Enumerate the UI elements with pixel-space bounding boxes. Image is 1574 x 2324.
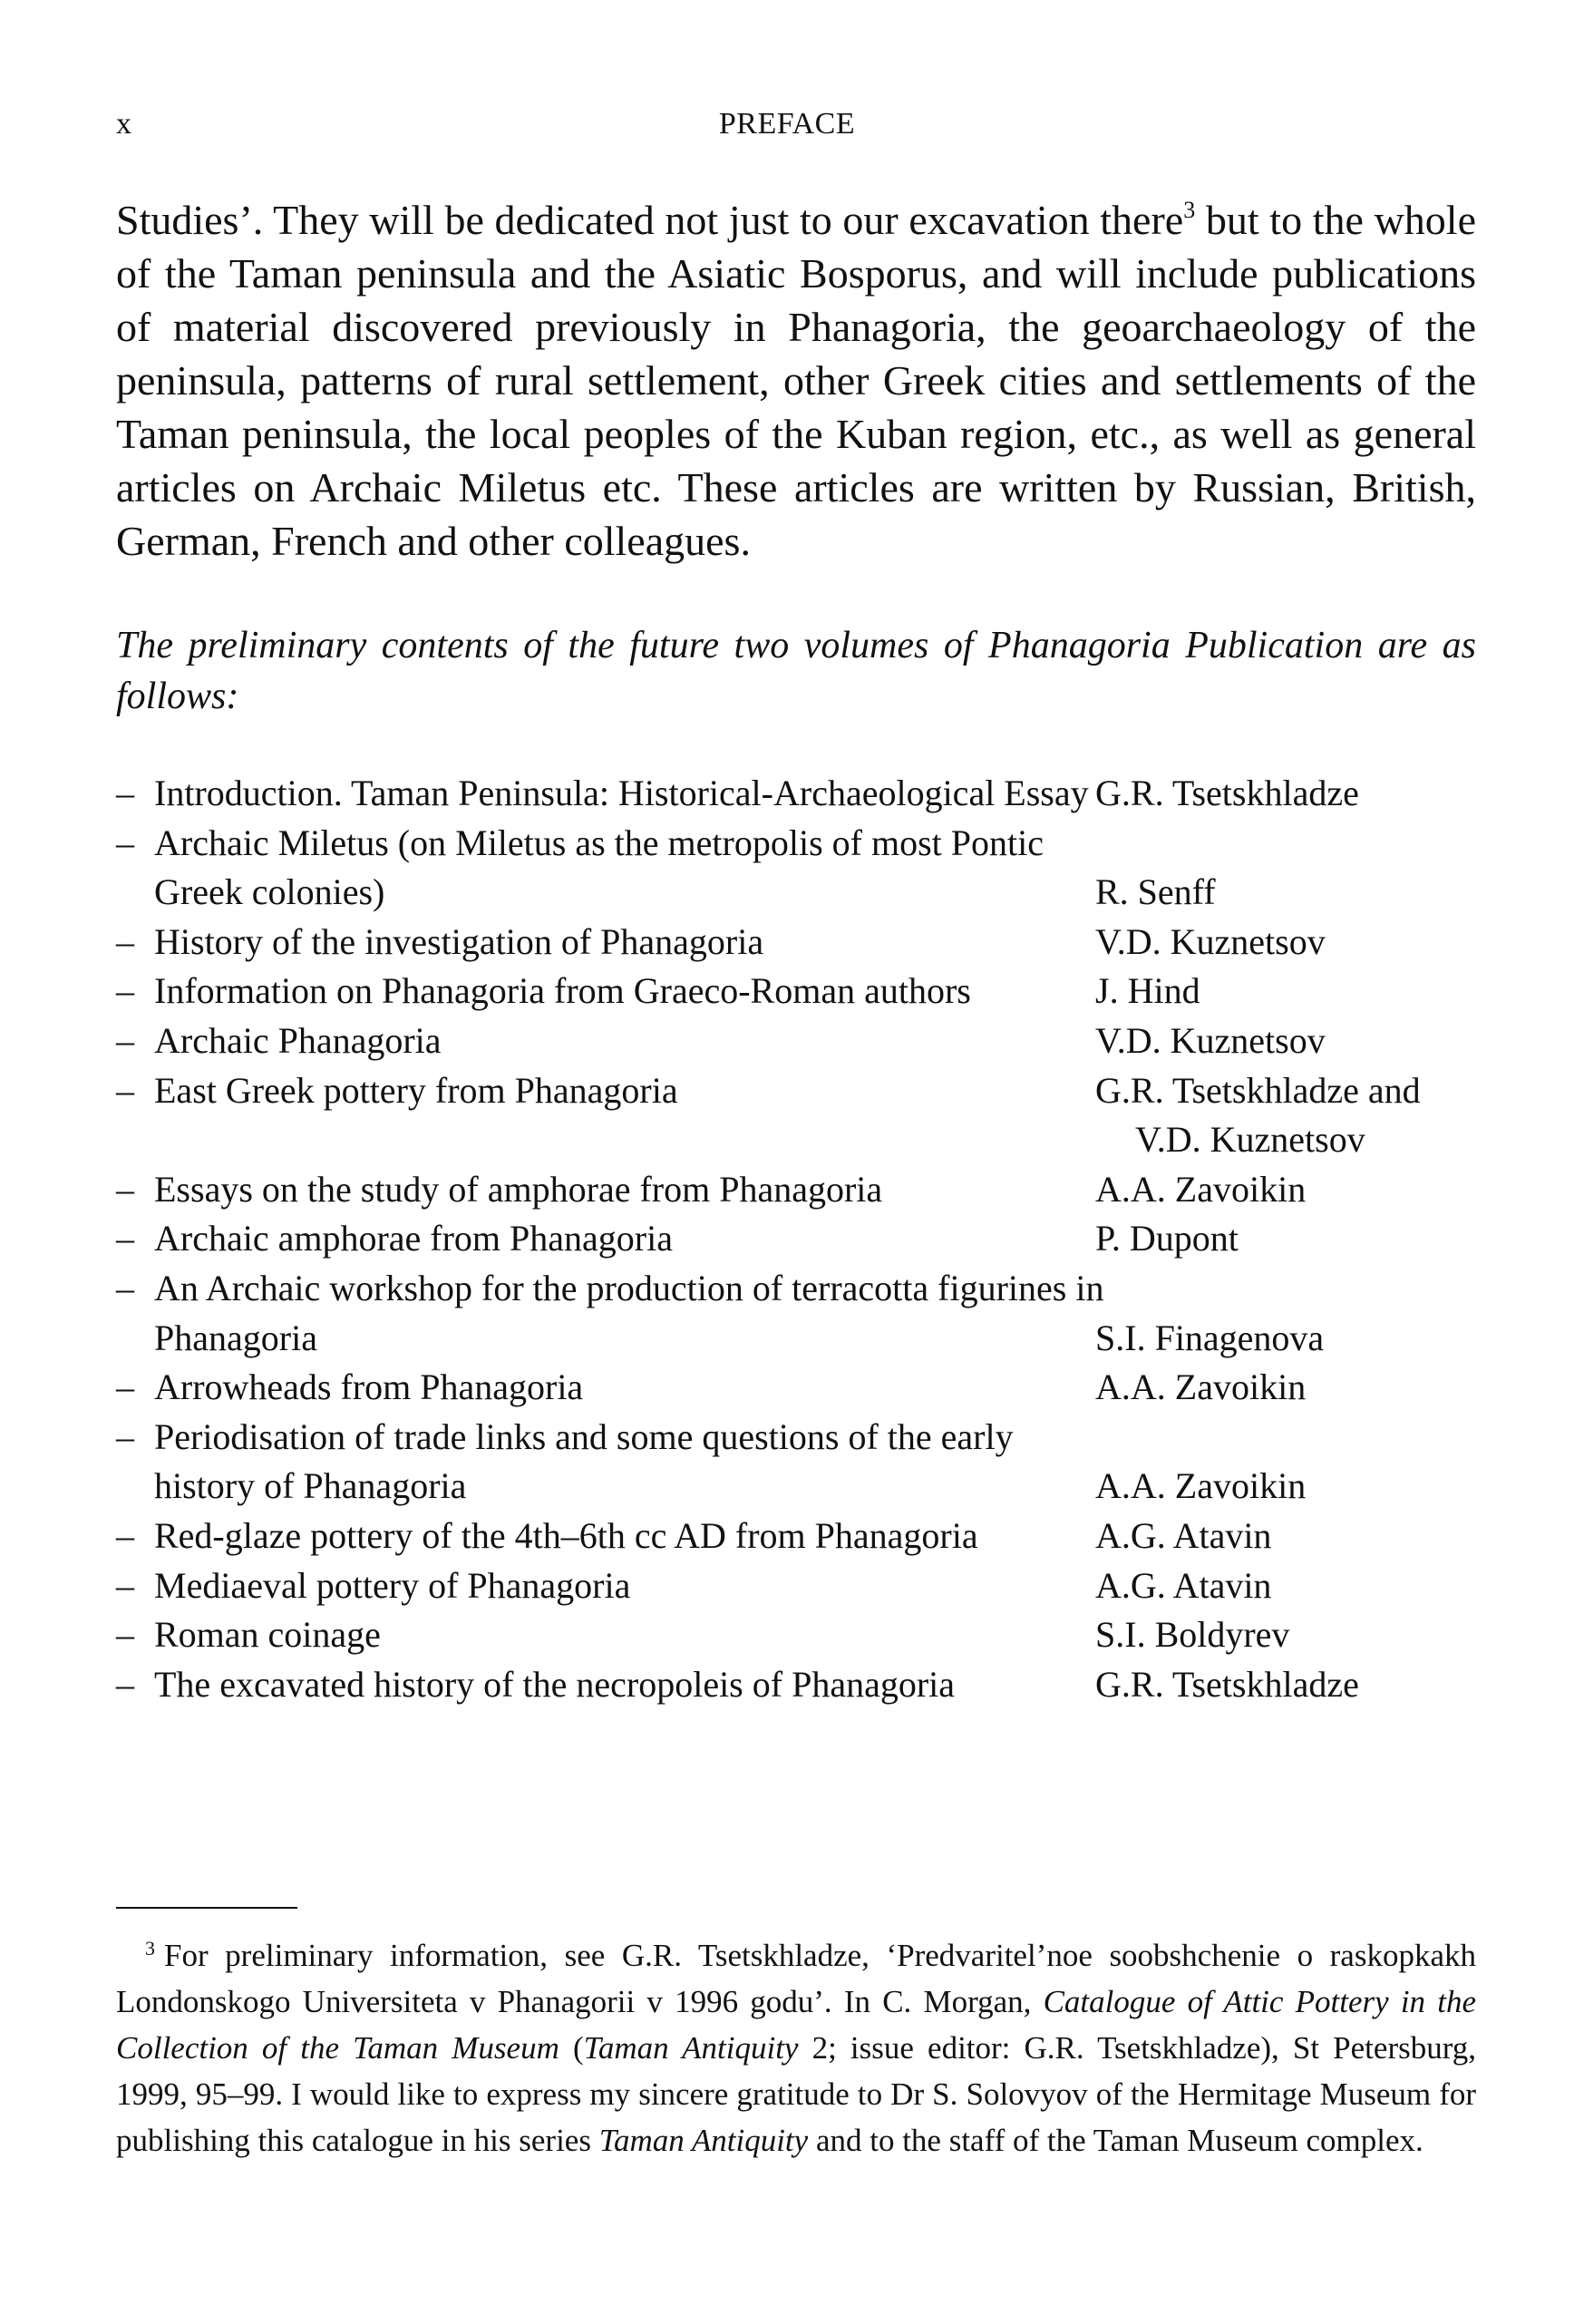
footnote-text: 2; issue editor: G.R. Tsetskhladze), St Petersburg, 1999, 95–99. I would like to express my sincere gratitude to Dr S. Solovyov of the Hermitage Museum for publishing this catalogue in his series (116, 2030, 1476, 2158)
entry-title: Information on Phanagoria from Graeco-Roman authors (154, 970, 971, 1012)
list-dash: – (116, 1614, 134, 1656)
contents-entry (116, 1413, 1476, 1512)
list-dash: – (116, 1663, 134, 1705)
contents-entry (116, 967, 1476, 1016)
contents-list (116, 769, 1476, 1709)
entry-title: Arrowheads from Phanagoria (154, 1366, 584, 1408)
contents-entry (116, 769, 1476, 819)
entry-author: A.A. Zavoikin (1095, 1366, 1307, 1408)
entry-title: Archaic Miletus (on Miletus as the metropolis of most Pontic Greek colonies) (154, 822, 1044, 913)
entry-title: Mediaeval pottery of Phanagoria (154, 1564, 631, 1606)
running-head (116, 107, 1458, 152)
footnote-text: ( (559, 2030, 584, 2066)
entry-author: P. Dupont (1095, 1218, 1239, 1259)
paragraph-text-after: but to the whole of the Taman peninsula and the Asiatic Bosporus, and will include publications of material discovered previously in Phanagoria, the geoarchaeology of the peninsula, patterns of rural settlement, other Greek cities and settlements of the Taman peninsula, the local peoples of the Kuban region, etc., as well as general articles on Archaic Miletus etc. These articles are written by Russian, British, German, French and other colleagues. (116, 197, 1476, 564)
footnote-reference: 3 (1183, 197, 1196, 223)
entry-title: Introduction. Taman Peninsula: Historical-Archaeological Essay (154, 773, 1089, 813)
footnote-number: 3 (145, 1937, 155, 1959)
footnote-italic-series: Taman Antiquity (583, 2030, 799, 2066)
list-dash: – (116, 1019, 134, 1061)
entry-author-continued: V.D. Kuznetsov (1135, 1119, 1365, 1161)
contents-entry (116, 1512, 1476, 1561)
entry-title: East Greek pottery from Phanagoria (154, 1069, 678, 1111)
contents-entry (116, 1066, 1476, 1165)
entry-title: Essays on the study of amphorae from Phanagoria (154, 1168, 883, 1210)
entry-title: Periodisation of trade links and some questions of the early history of Phanagoria (154, 1415, 1014, 1507)
footnote (116, 1925, 1476, 2164)
list-dash: – (116, 970, 134, 1012)
list-dash: – (116, 1366, 134, 1408)
list-dash: – (116, 1069, 134, 1111)
entry-spacer (154, 1115, 1115, 1165)
contents-entry (116, 918, 1476, 968)
entry-author: S.I. Finagenova (1095, 1317, 1325, 1358)
contents-entry (116, 1660, 1476, 1710)
contents-entry (116, 1264, 1476, 1363)
entry-author: G.R. Tsetskhladze (1095, 1663, 1359, 1705)
list-dash: – (116, 1218, 134, 1259)
entry-author: A.A. Zavoikin (1095, 1465, 1307, 1507)
entry-title: Archaic Phanagoria (154, 1019, 442, 1061)
running-title: PREFACE (718, 107, 856, 141)
page-number: x (116, 107, 131, 141)
contents-entry (116, 1165, 1476, 1215)
entry-author: A.G. Atavin (1095, 1564, 1272, 1606)
entry-title: Red-glaze pottery of the 4th–6th cc AD from Phanagoria (154, 1514, 978, 1556)
entry-title: Archaic amphorae from Phanagoria (154, 1218, 673, 1259)
entry-author-group (1095, 1066, 1421, 1165)
entry-author: V.D. Kuznetsov (1095, 920, 1326, 962)
list-dash: – (116, 1168, 134, 1210)
list-dash: – (116, 1267, 134, 1308)
entry-author: R. Senff (1095, 871, 1216, 913)
list-dash: – (116, 1564, 134, 1606)
entry-title: Roman coinage (154, 1614, 381, 1656)
entry-title: History of the investigation of Phanagoria (154, 920, 764, 962)
entry-author: V.D. Kuznetsov (1095, 1019, 1326, 1061)
contents-entry (116, 819, 1476, 918)
list-dash: – (116, 773, 134, 813)
entry-author: A.G. Atavin (1095, 1514, 1272, 1556)
entry-author: J. Hind (1095, 970, 1200, 1012)
list-dash: – (116, 1415, 134, 1457)
footnote-divider (116, 1907, 297, 1909)
entry-author: G.R. Tsetskhladze and (1095, 1069, 1421, 1111)
entry-author: G.R. Tsetskhladze (1095, 773, 1359, 813)
entry-title: An Archaic workshop for the production of terracotta figurines in Phanagoria (154, 1267, 1104, 1358)
contents-intro: The preliminary contents of the future two volumes of Phanagoria Publication are as follows: (116, 625, 1476, 717)
list-dash: – (116, 822, 134, 863)
list-dash: – (116, 1514, 134, 1556)
contents-entry (116, 1214, 1476, 1264)
paragraph-text-before: Studies’. They will be dedicated not just to our excavation there (116, 197, 1184, 243)
footnote-italic-title: Catalogue of Attic Pottery in the Collection of the Taman Museum (116, 1984, 1476, 2066)
contents-entry (116, 1561, 1476, 1611)
footnote-text: and to the staff of the Taman Museum complex. (808, 2123, 1423, 2158)
entry-title: The excavated history of the necropoleis of Phanagoria (154, 1663, 956, 1705)
list-dash: – (116, 920, 134, 962)
footnote-italic-series: Taman Antiquity (598, 2123, 809, 2158)
contents-entry (116, 1016, 1476, 1066)
entry-author: S.I. Boldyrev (1095, 1614, 1290, 1656)
footnote-text: For preliminary information, see G.R. Tsetskhladze, ‘Predvaritel’noe soobshchenie o raskopkakh Londonskogo Universiteta v Phanagorii v 1996 godu’. In C. Morgan, (116, 1938, 1476, 2019)
contents-entry (116, 1610, 1476, 1660)
entry-author: A.A. Zavoikin (1095, 1168, 1307, 1210)
body-paragraph (116, 193, 1476, 568)
contents-entry (116, 1363, 1476, 1413)
